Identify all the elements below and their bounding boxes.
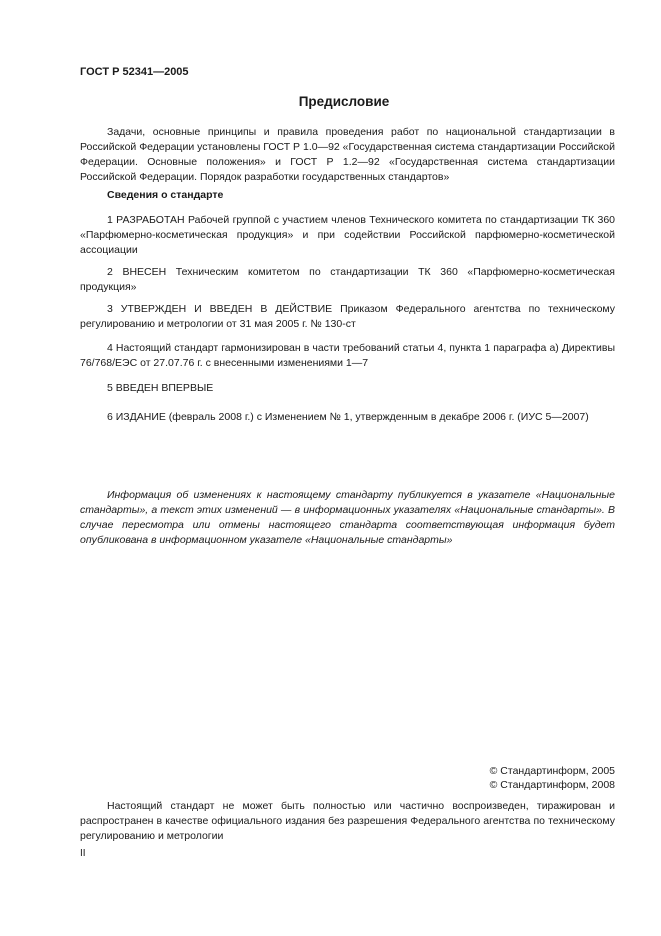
page-number: II: [80, 848, 86, 859]
list-item-edition: 6 ИЗДАНИЕ (февраль 2008 г.) с Изменением № 1, утвержденным в декабре 2006 г. (ИУС 5—2007): [107, 411, 589, 423]
reproduction-notice-paragraph: Настоящий стандарт не может быть полностью или частично воспроизведен, тиражирован и распространен в качестве официального издания без разрешения Федерального агентства по техническому регулированию и метрологии: [80, 800, 615, 842]
list-item-approved: 3 УТВЕРЖДЕН И ВВЕДЕН В ДЕЙСТВИЕ Приказом Федерального агентства по техническому регулированию и метрологии от 31 мая 2005 г. № 130-ст: [80, 303, 615, 330]
list-item-harmonized: 4 Настоящий стандарт гармонизирован в части требований статьи 4, пункта 1 параграфа а) Директивы 76/768/ЕЭС от 27.07.76 г. с внесенными изменениями 1—7: [80, 342, 615, 369]
list-item-developed: 1 РАЗРАБОТАН Рабочей группой с участием членов Технического комитета по стандартизации ТК 360 «Парфюмерно-косметическая продукция» и при содействии Российской парфюмерно-косметической ассоциации: [80, 214, 615, 256]
page-title: Предисловие: [298, 94, 390, 109]
section-heading-standard-info: Сведения о стандарте: [107, 189, 224, 201]
copyright-line-2005: © Стандартинформ, 2005: [489, 765, 615, 777]
document-number-header: ГОСТ Р 52341—2005: [80, 66, 189, 78]
intro-paragraph: Задачи, основные принципы и правила проведения работ по национальной стандартизации в Российской Федерации установлены ГОСТ Р 1.0—92 «Государственная система стандартизации Российской Федерации. Основные положения» и ГОСТ Р 1.2—92 «Государственная система стандартизации Российской Федерации. Порядок разработки государственных стандартов»: [80, 126, 615, 183]
copyright-line-2008: © Стандартинформ, 2008: [489, 779, 615, 791]
list-item-submitted: 2 ВНЕСЕН Техническим комитетом по стандартизации ТК 360 «Парфюмерно-косметическая продукция»: [80, 266, 615, 293]
list-item-first-introduced: 5 ВВЕДЕН ВПЕРВЫЕ: [107, 382, 214, 394]
changes-notice-paragraph: Информация об изменениях к настоящему стандарту публикуется в указателе «Национальные стандарты», а текст этих изменений — в информационных указателях «Национальные стандарты». В случае пересмотра или отмены настоящего стандарта соответствующая информация будет опубликована в информационном указателе «Национальные стандарты»: [80, 489, 615, 546]
